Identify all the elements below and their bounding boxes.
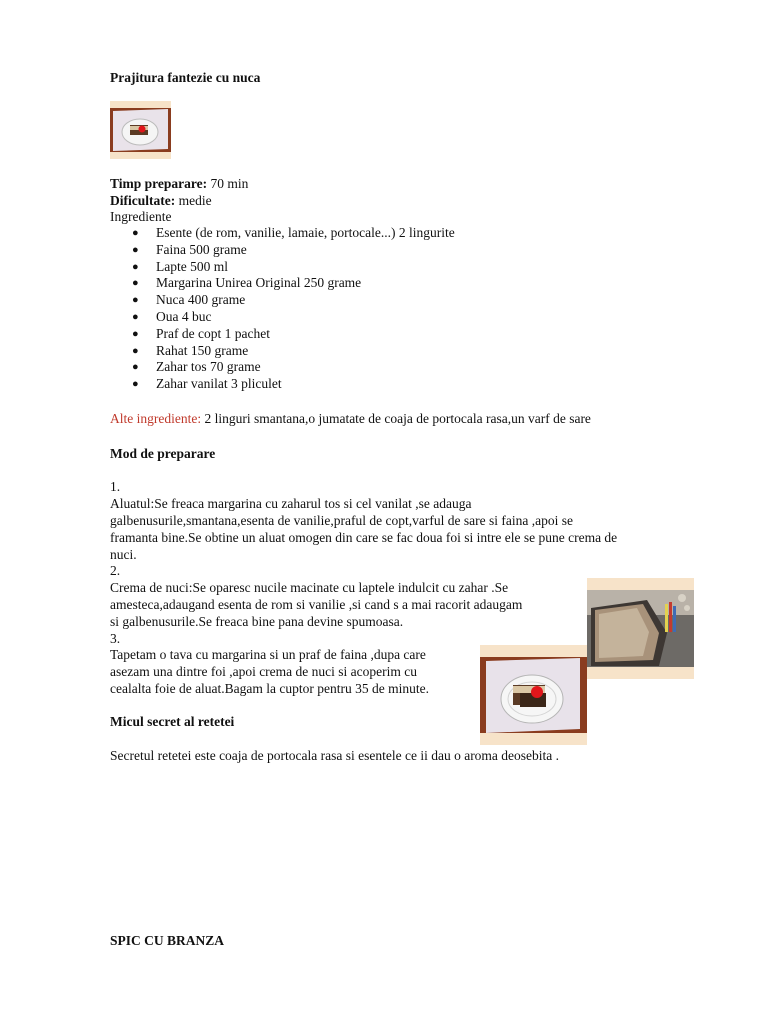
bullet-icon: ● xyxy=(132,327,139,340)
bullet-icon: ● xyxy=(132,361,139,374)
difficulty xyxy=(110,192,212,209)
bullet-icon: ● xyxy=(132,294,139,307)
difficulty-label: Dificultate: xyxy=(110,193,176,208)
step-number: 1. xyxy=(110,479,121,494)
cake-thumbnail-photo xyxy=(110,101,171,159)
prep-time-value: 70 min xyxy=(210,176,249,191)
recipe-title: Prajitura fantezie cu nuca xyxy=(110,70,261,85)
method-heading: Mod de preparare xyxy=(110,446,216,461)
other-ingredients xyxy=(110,410,591,427)
other-ingredients-label: Alte ingrediente: xyxy=(110,411,202,426)
step-text-line: galbenusurile,smantana,esenta de vanilie,praful de copt,varful de sare si faina ,apoi se xyxy=(110,513,573,528)
ingredient-item: ● Zahar vanilat 3 pliculet xyxy=(132,376,282,392)
bullet-icon: ● xyxy=(132,310,139,323)
bullet-icon: ● xyxy=(132,344,139,357)
bullet-icon: ● xyxy=(132,260,139,273)
bullet-icon: ● xyxy=(132,277,139,290)
step-text-line: amesteca,adaugand esenta de rom si vanilie ,si cand s a mai racorit adaugam xyxy=(110,597,523,612)
step-text-line: Crema de nuci:Se oparesc nucile macinate cu laptele indulcit cu zahar .Se xyxy=(110,580,509,595)
prep-time-label: Timp preparare: xyxy=(110,176,208,191)
step-text-line: Tapetam o tava cu margarina si un praf de faina ,dupa care xyxy=(110,647,426,662)
ingredients-heading: Ingrediente xyxy=(110,209,172,224)
difficulty-value: medie xyxy=(178,193,212,208)
secret-text: Secretul retetei este coaja de portocala rasa si esentele ce ii dau o aroma deosebita . xyxy=(110,748,560,763)
step-text-line: framanta bine.Se obtine un aluat omogen din care se fac doua foi si intre ele se pune crema de xyxy=(110,530,618,545)
ingredient-item: ● Faina 500 grame xyxy=(132,241,247,257)
ingredient-item: ● Zahar tos 70 grame xyxy=(132,359,261,375)
bullet-icon: ● xyxy=(132,378,139,391)
step-text-line: Aluatul:Se freaca margarina cu zaharul tos si cel vanilat ,se adauga xyxy=(110,496,472,511)
ingredient-item: ● Oua 4 buc xyxy=(132,308,212,324)
ingredients-list xyxy=(110,225,455,393)
secret-heading: Micul secret al retetei xyxy=(110,714,235,729)
ingredient-item: ● Margarina Unirea Original 250 grame xyxy=(132,275,362,291)
ingredient-item: ● Lapte 500 ml xyxy=(132,258,228,274)
ingredient-item: ● Rahat 150 grame xyxy=(132,342,249,358)
baking-tray-photo xyxy=(587,578,694,679)
step-text-line: cealalta foie de aluat.Bagam la cuptor pentru 35 de minute. xyxy=(110,681,429,696)
plated-slice-photo xyxy=(480,645,587,745)
step-number: 3. xyxy=(110,631,121,646)
bullet-icon: ● xyxy=(132,227,139,239)
step-text-line: nuci. xyxy=(110,547,137,562)
ingredient-item: ● Praf de copt 1 pachet xyxy=(132,325,270,341)
prep-time xyxy=(110,175,248,192)
bullet-icon: ● xyxy=(132,243,139,256)
next-recipe-title: SPIC CU BRANZA xyxy=(110,933,225,948)
step-number: 2. xyxy=(110,563,121,578)
other-ingredients-value: 2 linguri smantana,o jumatate de coaja de portocala rasa,un varf de sare xyxy=(204,411,591,426)
step-text-line: asezam una dintre foi ,apoi crema de nuci si acoperim cu xyxy=(110,664,417,679)
ingredient-item: ● Nuca 400 grame xyxy=(132,292,246,308)
ingredient-item: ● Esente (de rom, vanilie, lamaie, portocale...) 2 lingurite xyxy=(132,225,455,240)
step-text-line: si galbenusurile.Se freaca bine pana devine spumoasa. xyxy=(110,614,404,629)
